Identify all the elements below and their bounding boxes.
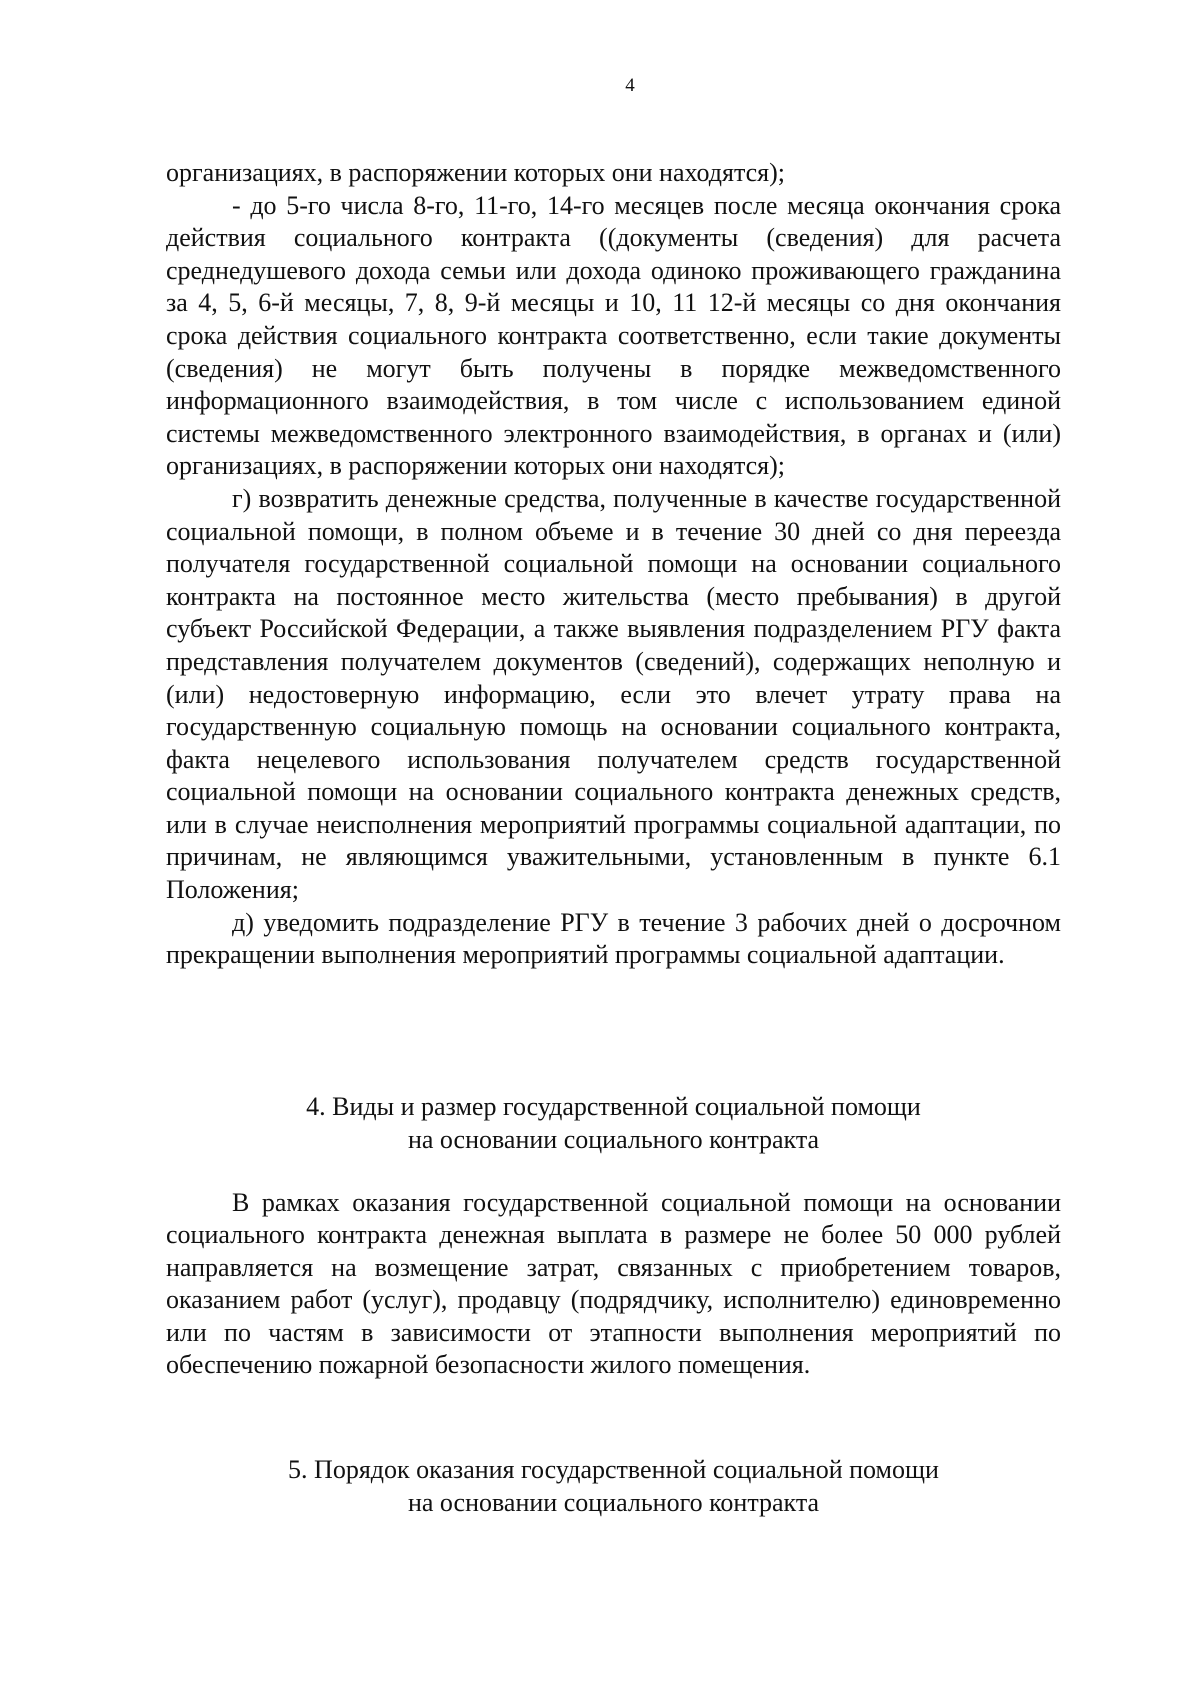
- paragraph-continuation: организациях, в распоряжении которых они находятся);: [166, 158, 786, 187]
- section-5-title-line-2: на основании социального контракта: [407, 1487, 820, 1517]
- page-number: 4: [625, 75, 635, 96]
- section-4-title-line-2: на основании социального контракта: [407, 1124, 820, 1154]
- paragraph-item-d: д) уведомить подразделение РГУ в течение 3 рабочих дней о досрочном прекращении выполнения мероприятий программы социальной адаптации.: [166, 907, 1061, 970]
- document-body: [166, 157, 1061, 972]
- section-4-body: В рамках оказания государственной социальной помощи на основании социального контракта денежная выплата в размере не более 50 000 рублей направляется на возмещение затрат, связанных с приобретением товаров, оказанием работ (услуг), продавцу (подрядчику, исполнителю) единовременно или по частям в зависимости от этапности выполнения мероприятий по обеспечению пожарной безопасности жилого помещения.: [166, 1188, 1061, 1380]
- section-4-title-line-1: 4. Виды и размер государственной социальной помощи: [306, 1092, 921, 1121]
- paragraph-deadline: - до 5-го числа 8-го, 11-го, 14-го месяцев после месяца окончания срока действия социального контракта ((документы (сведения) для расчета среднедушевого дохода семьи или дохода одиноко проживающего гражданина за 4, 5, 6-й месяцы, 7, 8, 9-й месяцы и 10, 11 12-й месяцы со дня окончания срока действия социального контракта соответственно, если такие документы (сведения) не могут быть получены в порядке межведомственного информационного взаимодействия, в том числе с использованием единой системы межведомственного электронного взаимодействия, в органах и (или) организациях, в распоряжении которых они находятся);: [166, 190, 1061, 481]
- paragraph-item-g: г) возвратить денежные средства, полученные в качестве государственной социальной помощи, в полном объеме и в течение 30 дней со дня переезда получателя государственной социальной помощи на основании социального контракта на постоянное место жительства (место пребывания) в другой субъект Российской Федерации, а также выявления подразделением РГУ факта представления получателем документов (сведений), содержащих неполную и (или) недостоверную информацию, если это влечет утрату права на государственную социальную помощь на основании социального контракта, факта нецелевого использования получателем средств государственной социальной помощи на основании социального контракта денежных средств, или в случае неисполнения мероприятий программы социальной адаптации, по причинам, не являющимся уважительными, установленным в пункте 6.1 Положения;: [166, 483, 1061, 905]
- section-5-title-line-1: 5. Порядок оказания государственной социальной помощи: [288, 1455, 939, 1484]
- section-5-title: [166, 1454, 1061, 1519]
- section-4-title: [166, 1091, 1061, 1156]
